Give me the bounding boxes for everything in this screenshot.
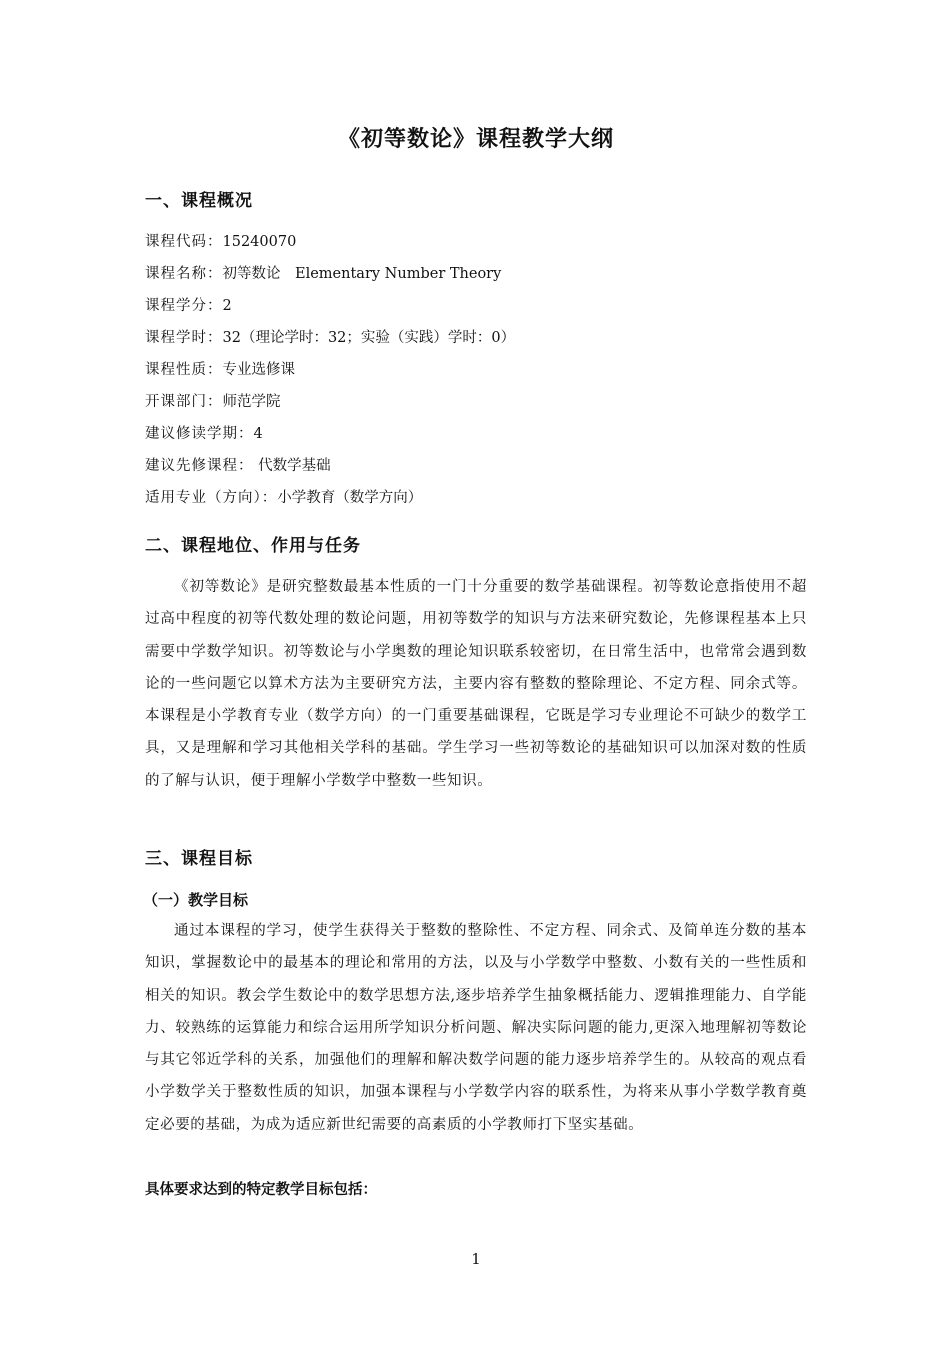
info-row-major — [145, 482, 515, 514]
info-label: 建议先修课程： — [145, 458, 254, 474]
section-paragraph-status: 《初等数论》是研究整数最基本性质的一门十分重要的数学基础课程。初等数论意指使用不超过高中程度的初等代数处理的数论问题，用初等数学的知识与方法来研究数论，先修课程基本上只需要中学数学知识。初等数论与小学奥数的理论知识联系较密切，在日常生活中，也常常会遇到数论的一些问题它以算术方法为主要研究方法，主要内容有整数的整除理论、不定方程、同余式等。本课程是小学教育专业（数学方向）的一门重要基础课程，它既是学习专业理论不可缺少的数学工具，又是理解和学习其他相关学科的基础。学生学习一些初等数论的基础知识可以加深对数的性质的了解与认识，便于理解小学数学中整数一些知识。 — [145, 579, 807, 789]
info-row-prerequisite — [145, 450, 515, 482]
info-value: 代数学基础 — [253, 458, 331, 474]
section-heading-objectives: 三、课程目标 — [145, 849, 253, 869]
document-title: 《初等数论》课程教学大纲 — [337, 126, 614, 152]
section-heading-overview: 一、课程概况 — [145, 191, 253, 211]
info-value: 15240070 — [222, 234, 297, 250]
info-row-hours — [145, 322, 515, 354]
info-label: 课程学时： — [145, 330, 223, 346]
info-value: 专业选修课 — [222, 362, 295, 378]
info-row-department — [145, 386, 515, 418]
specific-objectives-lead: 具体要求达到的特定教学目标包括： — [145, 1181, 377, 1198]
info-label: 课程学分： — [145, 298, 223, 314]
info-label: 建议修读学期： — [145, 426, 254, 442]
info-row-name — [145, 258, 515, 290]
info-row-credits — [145, 290, 515, 322]
info-label: 适用专业（方向）： — [145, 490, 278, 506]
page-number: 1 — [471, 1250, 481, 1268]
info-value: 师范学院 — [222, 394, 281, 410]
subsection-heading-teaching-objectives: （一）教学目标 — [143, 891, 249, 909]
info-value: 32（理论学时：32；实验（实践）学时：0） — [222, 330, 516, 346]
info-row-semester — [145, 418, 515, 450]
info-value: 2 — [222, 298, 232, 314]
course-info-list — [145, 226, 515, 514]
info-label: 课程名称： — [145, 266, 223, 282]
info-value: 4 — [253, 426, 263, 442]
info-label: 开课部门： — [145, 394, 223, 410]
section-paragraph-objectives: 通过本课程的学习，使学生获得关于整数的整除性、不定方程、同余式、及简单连分数的基本知识，掌握数论中的最基本的理论和常用的方法，以及与小学数学中整数、小数有关的一些性质和相关的知识。教会学生数论中的数学思想方法,逐步培养学生抽象概括能力、逻辑推理能力、自学能力、较熟练的运算能力和综合运用所学知识分析问题、解决实际问题的能力,更深入地理解初等数论与其它邻近学科的关系，加强他们的理解和解决数学问题的能力逐步培养学生的。从较高的观点看小学数学关于整数性质的知识，加强本课程与小学数学内容的联系性，为将来从事小学数学教育奠定必要的基础，为成为适应新世纪需要的高素质的小学教师打下坚实基础。 — [145, 923, 807, 1133]
info-label: 课程代码： — [145, 234, 223, 250]
info-label: 课程性质： — [145, 362, 223, 378]
info-row-nature — [145, 354, 515, 386]
info-row-code — [145, 226, 515, 258]
section-heading-status: 二、课程地位、作用与任务 — [145, 536, 361, 556]
info-value: 小学教育（数学方向） — [277, 490, 423, 506]
info-value: 初等数论 Elementary Number Theory — [222, 266, 502, 282]
